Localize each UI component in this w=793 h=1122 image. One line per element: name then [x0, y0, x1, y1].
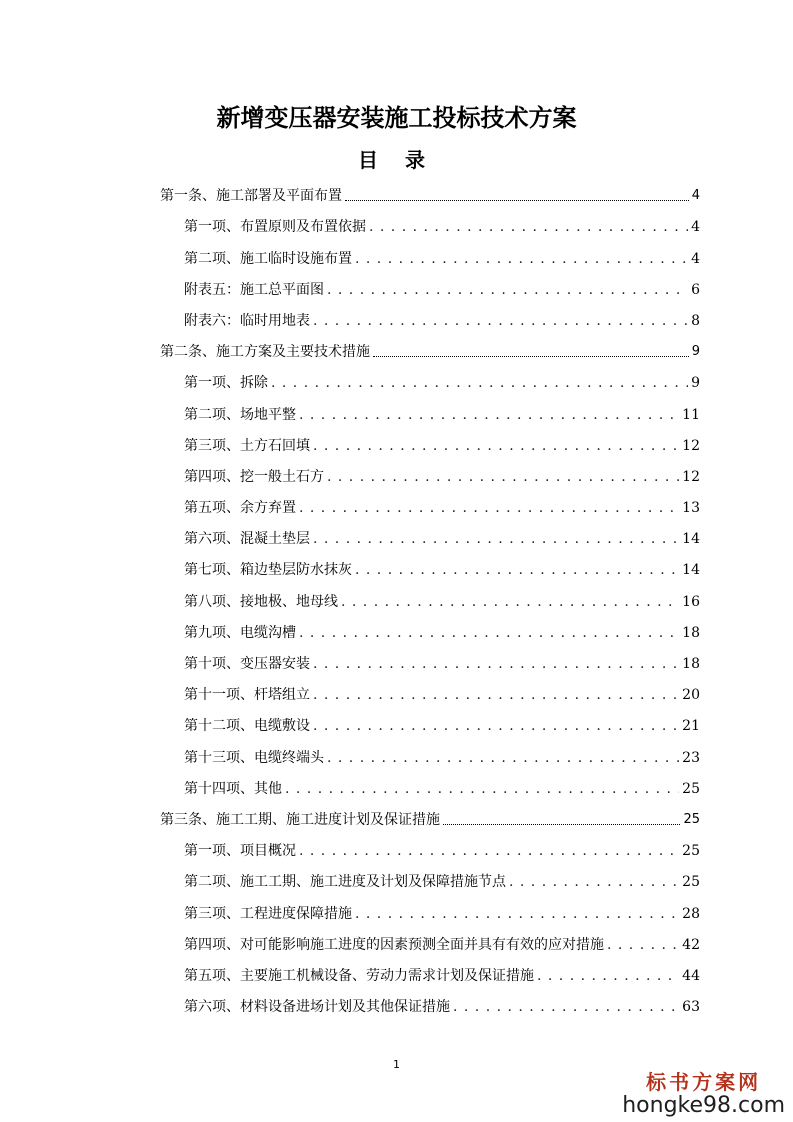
toc-entry-section[interactable]: [160, 550, 700, 581]
toc-entry-text: 第三项、土方石回填: [184, 437, 310, 454]
toc-entry-section[interactable]: [160, 706, 700, 737]
toc-leader-dots: [327, 749, 679, 769]
toc-entry-text: 第二项、施工临时设施布置: [184, 250, 352, 267]
toc-leader-dots: [299, 842, 679, 862]
toc-leader-dots: [313, 530, 679, 550]
toc-entry-page: 63: [682, 999, 700, 1016]
toc-leader-dots: [345, 198, 689, 201]
toc-leader-dots: [509, 873, 679, 893]
toc-entry-text: 第五项、余方弃置: [184, 500, 296, 517]
toc-entry-section[interactable]: [160, 519, 700, 550]
toc-entry-section[interactable]: [160, 270, 700, 301]
toc-entry-section[interactable]: [160, 613, 700, 644]
toc-entry-page: 11: [682, 406, 700, 423]
toc-entry-text: 第一项、项目概况: [184, 843, 296, 860]
toc-entry-text: 第十三项、电缆终端头: [184, 749, 324, 766]
toc-entry-text: 附表六：临时用地表: [184, 312, 310, 329]
toc-leader-dots: [355, 250, 688, 270]
toc-entry-chapter[interactable]: [160, 176, 700, 207]
toc-entry-text: 第一条、施工部署及平面布置: [160, 188, 342, 205]
toc-entry-text: 第十项、变压器安装: [184, 656, 310, 672]
toc-entry-page: 25: [682, 780, 700, 797]
toc-entry-section[interactable]: [160, 987, 700, 1018]
toc-entry-section[interactable]: [160, 644, 700, 675]
toc-leader-dots: [443, 822, 680, 825]
toc-entry-page: 16: [682, 593, 700, 610]
toc-leader-dots: [313, 655, 679, 675]
toc-entry-text: 第十一项、杆塔组立: [184, 687, 310, 704]
toc-leader-dots: [285, 780, 679, 800]
toc-leader-dots: [327, 281, 688, 301]
toc-entry-page: 9: [691, 375, 700, 392]
toc-entry-section[interactable]: [160, 488, 700, 519]
toc-entry-page: 44: [682, 967, 700, 984]
toc-leader-dots: [355, 905, 679, 925]
toc-entry-section[interactable]: [160, 426, 700, 457]
toc-entry-page: 4: [691, 188, 700, 204]
toc-entry-page: 42: [682, 936, 700, 953]
table-of-contents: [160, 176, 700, 1018]
toc-entry-page: 14: [682, 531, 700, 548]
toc-leader-dots: [327, 468, 679, 488]
toc-entry-section[interactable]: [160, 394, 700, 425]
toc-entry-section[interactable]: [160, 238, 700, 269]
toc-leader-dots: [313, 686, 679, 706]
toc-entry-page: 13: [682, 500, 700, 517]
toc-heading: 目 录: [358, 148, 435, 172]
toc-entry-text: 第一项、布置原则及布置依据: [184, 219, 366, 236]
toc-entry-text: 第八项、接地极、地母线: [184, 593, 338, 610]
toc-entry-section[interactable]: [160, 893, 700, 924]
toc-entry-text: 附表五：施工总平面图: [184, 281, 324, 298]
toc-entry-page: 23: [682, 749, 700, 766]
toc-entry-section[interactable]: [160, 581, 700, 612]
toc-leader-dots: [313, 312, 688, 332]
toc-leader-dots: [369, 218, 688, 238]
toc-leader-dots: [313, 437, 679, 457]
toc-entry-text: 第十四项、其他: [184, 780, 282, 797]
toc-entry-text: 第十二项、电缆敷设: [184, 718, 310, 735]
toc-entry-section[interactable]: [160, 956, 700, 987]
toc-entry-page: 8: [691, 312, 700, 329]
watermark-en: hongke98.com: [622, 1093, 785, 1118]
toc-entry-page: 9: [691, 344, 700, 360]
toc-entry-page: 25: [682, 874, 700, 891]
toc-entry-text: 第一项、拆除: [184, 375, 268, 392]
toc-entry-page: 14: [682, 562, 700, 579]
toc-entry-page: 4: [691, 250, 700, 267]
toc-entry-page: 18: [682, 656, 700, 672]
toc-leader-dots: [607, 936, 679, 956]
toc-entry-section[interactable]: [160, 675, 700, 706]
toc-entry-page: 12: [682, 437, 700, 454]
toc-entry-text: 第五项、主要施工机械设备、劳动力需求计划及保证措施: [184, 967, 534, 984]
toc-entry-text: 第四项、挖一般土石方: [184, 468, 324, 485]
toc-entry-section[interactable]: [160, 925, 700, 956]
toc-entry-section[interactable]: [160, 207, 700, 238]
toc-entry-page: 21: [682, 718, 700, 735]
toc-leader-dots: [341, 593, 679, 613]
toc-entry-page: 6: [691, 281, 700, 298]
toc-entry-chapter[interactable]: [160, 800, 700, 831]
toc-entry-page: 25: [682, 843, 700, 860]
toc-entry-page: 12: [682, 468, 700, 485]
toc-leader-dots: [271, 374, 688, 394]
toc-entry-text: 第三项、工程进度保障措施: [184, 905, 352, 922]
toc-entry-page: 25: [683, 811, 700, 827]
watermark-logo: [622, 1066, 785, 1118]
toc-leader-dots: [299, 499, 679, 519]
page-number: 1: [393, 1058, 400, 1071]
toc-entry-section[interactable]: [160, 363, 700, 394]
toc-entry-text: 第四项、对可能影响施工进度的因素预测全面并具有有效的应对措施: [184, 936, 604, 953]
toc-entry-text: 第七项、箱边垫层防水抹灰: [184, 562, 352, 579]
toc-entry-section[interactable]: [160, 737, 700, 768]
toc-entry-page: 18: [682, 624, 700, 641]
toc-entry-section[interactable]: [160, 862, 700, 893]
toc-entry-text: 第九项、电缆沟槽: [184, 624, 296, 641]
toc-entry-page: 4: [691, 219, 700, 236]
toc-leader-dots: [299, 624, 679, 644]
toc-entry-chapter[interactable]: [160, 332, 700, 363]
toc-entry-text: 第六项、材料设备进场计划及其他保证措施: [184, 999, 450, 1016]
toc-entry-text: 第二项、施工工期、施工进度及计划及保障措施节点: [184, 874, 506, 891]
toc-leader-dots: [313, 717, 679, 737]
toc-entry-section[interactable]: [160, 457, 700, 488]
toc-entry-text: 第二条、施工方案及主要技术措施: [160, 344, 370, 361]
watermark-cn: 标书方案网: [646, 1070, 762, 1094]
document-title: 新增变压器安装施工投标技术方案: [216, 104, 577, 132]
toc-entry-section[interactable]: [160, 831, 700, 862]
toc-leader-dots: [299, 406, 679, 426]
toc-entry-page: 28: [682, 905, 700, 922]
toc-entry-text: 第二项、场地平整: [184, 406, 296, 423]
toc-leader-dots: [355, 561, 679, 581]
toc-leader-dots: [537, 967, 679, 987]
toc-entry-page: 20: [682, 687, 700, 704]
toc-entry-section[interactable]: [160, 301, 700, 332]
toc-entry-text: 第六项、混凝土垫层: [184, 531, 310, 548]
toc-entry-section[interactable]: [160, 769, 700, 800]
toc-leader-dots: [453, 998, 679, 1018]
toc-entry-text: 第三条、施工工期、施工进度计划及保证措施: [160, 811, 440, 828]
toc-leader-dots: [373, 354, 689, 357]
